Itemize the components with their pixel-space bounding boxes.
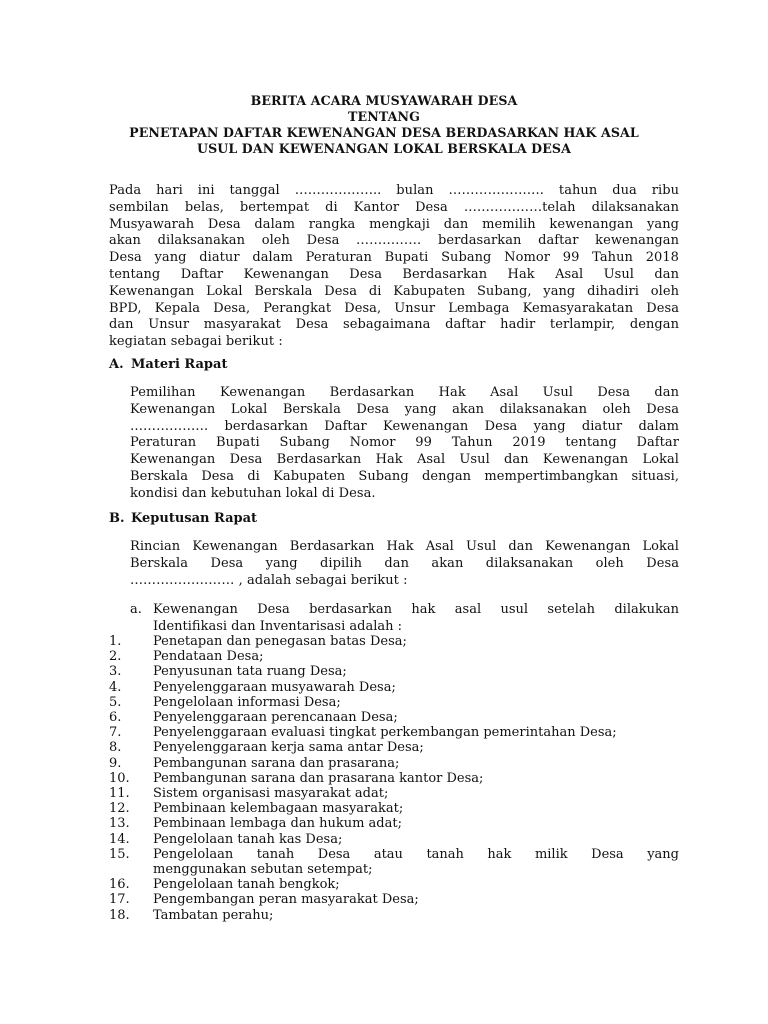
- section-a-line: Pemilihan Kewenangan Berdasarkan Hak Asal Usul Desa dan: [130, 385, 679, 400]
- list-item-number: 13.: [109, 816, 130, 832]
- list-item-number: 18.: [109, 907, 130, 923]
- list-item-number: 12.: [109, 801, 130, 817]
- list-item-text: Pembinaan lembaga dan hukum adat;: [153, 816, 402, 832]
- list-item-number: 6.: [109, 710, 122, 726]
- list-item-number: 8.: [109, 740, 122, 756]
- section-a-line: kondisi dan kebutuhan lokal di Desa.: [130, 485, 376, 501]
- section-b-title: Keputusan Rapat: [131, 511, 258, 526]
- list-item-text: Pengembangan peran masyarakat Desa;: [153, 892, 419, 908]
- list-item-text: Penyelenggaraan kerja sama antar Desa;: [153, 740, 424, 756]
- intro-line: Pada hari ini tanggal ……………….. bulan …………………. tahun dua ribu: [109, 183, 679, 198]
- section-a-line: Kewenangan Lokal Berskala Desa yang akan dilaksanakan oleh Desa: [130, 401, 679, 417]
- section-a-heading: [109, 357, 227, 373]
- intro-line: dan Unsur masyarakat Desa sebagaimana daftar hadir terlampir, dengan: [109, 317, 679, 333]
- list-item: [109, 710, 679, 725]
- list-item: [109, 649, 679, 664]
- authority-list: [109, 634, 679, 923]
- sub-item-a: [130, 602, 679, 636]
- list-item-text: Pembangunan sarana dan prasarana;: [153, 755, 400, 771]
- list-item-number: 9.: [109, 755, 122, 771]
- list-item-text: Penyusunan tata ruang Desa;: [153, 664, 347, 680]
- title-line-3: PENETAPAN DAFTAR KEWENANGAN DESA BERDASARKAN HAK ASAL: [129, 125, 639, 140]
- section-a-letter: A.: [109, 357, 124, 372]
- list-item: [109, 816, 679, 831]
- section-a-line: Kewenangan Desa Berdasarkan Hak Asal Usul dan Kewenangan Lokal: [130, 452, 679, 468]
- list-item: [109, 664, 679, 679]
- list-item-text: Sistem organisasi masyarakat adat;: [153, 786, 389, 802]
- list-item: [109, 877, 679, 892]
- list-item-text: Pengelolaan informasi Desa;: [153, 694, 341, 710]
- list-item-number: 5.: [109, 694, 122, 710]
- section-b-line: Berskala Desa yang dipilih dan akan dilaksanakan oleh Desa: [130, 555, 679, 571]
- intro-line: BPD, Kepala Desa, Perangkat Desa, Unsur Lembaga Kemasyarakatan Desa: [109, 300, 679, 316]
- section-a-paragraph: [130, 385, 679, 503]
- list-item: [109, 908, 679, 923]
- intro-line: Musyawarah Desa dalam rangka mengkaji dan memilih kewenangan yang: [109, 216, 679, 232]
- list-item-text: Penyelenggaraan musyawarah Desa;: [153, 679, 396, 695]
- list-item-text: menggunakan sebutan setempat;: [153, 862, 373, 878]
- section-a-line: ……………… berdasarkan Daftar Kewenangan Desa yang diatur dalam: [130, 418, 679, 434]
- list-item: [109, 680, 679, 695]
- document-title: [0, 93, 768, 157]
- title-line-1: BERITA ACARA MUSYAWARAH DESA: [250, 93, 518, 108]
- list-item-number: 16.: [109, 877, 130, 893]
- sub-item-a-line: Kewenangan Desa berdasarkan hak asal usul setelah dilakukan: [153, 602, 679, 617]
- intro-line: akan dilaksanakan oleh Desa …………… berdasarkan daftar kewenangan: [109, 233, 679, 249]
- title-line-2: TENTANG: [348, 109, 420, 124]
- section-b-letter: B.: [109, 511, 125, 526]
- list-item-text: Penyelenggaraan perencanaan Desa;: [153, 710, 398, 726]
- title-line-4: USUL DAN KEWENANGAN LOKAL BERSKALA DESA: [197, 141, 571, 156]
- list-item-number: 11.: [109, 786, 130, 802]
- list-item: [109, 695, 679, 710]
- intro-line: sembilan belas, bertempat di Kantor Desa ………………telah dilaksanakan: [109, 199, 679, 215]
- list-item: [109, 832, 679, 847]
- list-item-number: 15.: [109, 846, 130, 862]
- list-item-text: Penyelenggaraan evaluasi tingkat perkembangan pemerintahan Desa;: [153, 725, 617, 741]
- section-b-line: Rincian Kewenangan Berdasarkan Hak Asal Usul dan Kewenangan Lokal: [130, 539, 679, 554]
- list-item-text: Pembangunan sarana dan prasarana kantor Desa;: [153, 770, 484, 786]
- list-item-number: 4.: [109, 679, 122, 695]
- list-item-number: 10.: [109, 770, 130, 786]
- list-item: [109, 847, 679, 877]
- list-item: [109, 771, 679, 786]
- list-item-text: Pengelolaan tanah Desa atau tanah hak milik Desa yang: [153, 846, 679, 862]
- list-item-text: Pengelolaan tanah kas Desa;: [153, 831, 343, 847]
- list-item-text: Tambatan perahu;: [153, 907, 274, 923]
- intro-line: Kewenangan Lokal Berskala Desa di Kabupaten Subang, yang dihadiri oleh: [109, 283, 679, 299]
- list-item-number: 7.: [109, 725, 122, 741]
- list-item-text: Pembinaan kelembagaan masyarakat;: [153, 801, 404, 817]
- section-a-line: Berskala Desa di Kabupaten Subang dengan mempertimbangkan situasi,: [130, 468, 679, 484]
- list-item: [109, 634, 679, 649]
- list-item-number: 1.: [109, 634, 122, 649]
- list-item-number: 17.: [109, 892, 130, 908]
- list-item-number: 2.: [109, 649, 122, 665]
- section-a-title: Materi Rapat: [131, 357, 228, 372]
- list-item-text: Pengelolaan tanah bengkok;: [153, 877, 340, 893]
- section-b-heading: [109, 511, 257, 527]
- list-item: [109, 725, 679, 740]
- list-item-text: Pendataan Desa;: [153, 649, 264, 665]
- list-item: [109, 740, 679, 755]
- list-item: [109, 756, 679, 771]
- list-item: [109, 786, 679, 801]
- list-item: [109, 892, 679, 907]
- intro-paragraph: [109, 183, 679, 351]
- list-item-number: 3.: [109, 664, 122, 680]
- intro-line: kegiatan sebagai berikut :: [109, 334, 283, 350]
- list-item: [109, 801, 679, 816]
- section-b-paragraph: [130, 539, 679, 589]
- sub-item-a-line: Identifikasi dan Inventarisasi adalah :: [153, 618, 403, 634]
- sub-item-a-marker: a.: [130, 602, 142, 617]
- list-item-text: Penetapan dan penegasan batas Desa;: [153, 634, 407, 649]
- list-item-number: 14.: [109, 831, 130, 847]
- section-b-line: …………………… , adalah sebagai berikut :: [130, 572, 408, 588]
- intro-line: tentang Daftar Kewenangan Desa Berdasarkan Hak Asal Usul dan: [109, 266, 679, 282]
- section-a-line: Peraturan Bupati Subang Nomor 99 Tahun 2019 tentang Daftar: [130, 435, 679, 451]
- intro-line: Desa yang diatur dalam Peraturan Bupati Subang Nomor 99 Tahun 2018: [109, 250, 679, 266]
